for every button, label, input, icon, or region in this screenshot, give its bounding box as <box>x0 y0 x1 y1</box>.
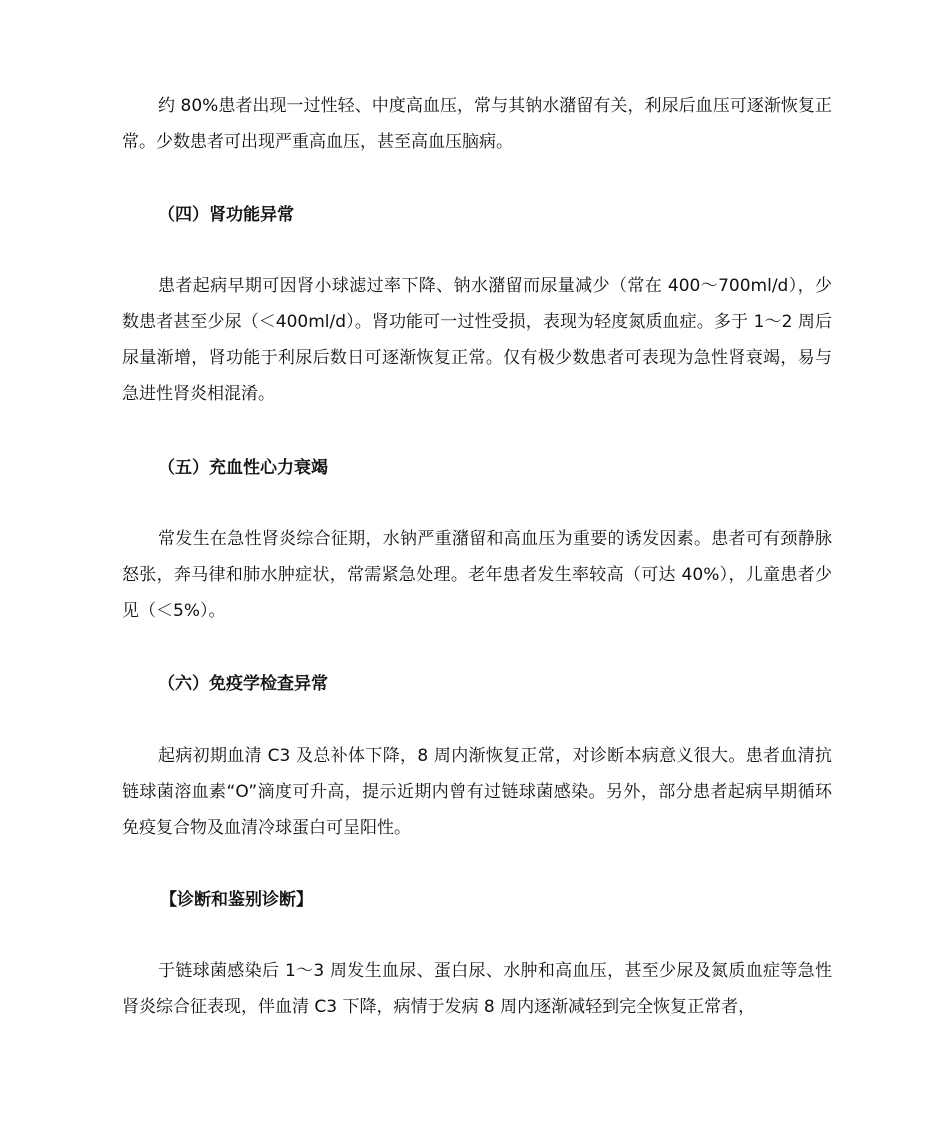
paragraph-heart-failure: 常发生在急性肾炎综合征期，水钠严重潴留和高血压为重要的诱发因素。患者可有颈静脉怒张，奔马律和肺水肿症状，常需紧急处理。老年患者发生率较高（可达 40%），儿童患者少见（＜5%）。 <box>122 529 832 621</box>
paragraph-renal-function: 患者起病早期可因肾小球滤过率下降、钠水潴留而尿量减少（常在 400～700ml/d），少数患者甚至少尿（＜400ml/d）。肾功能可一过性受损，表现为轻度氮质血症。多于 1～2 周后尿量渐增，肾功能于利尿后数日可逐渐恢复正常。仅有极少数患者可表现为急性肾衰竭，易与急进性肾炎相混淆。 <box>122 276 832 404</box>
paragraph-immunology: 起病初期血清 C3 及总补体下降，8 周内渐恢复正常，对诊断本病意义很大。患者血清抗链球菌溶血素“O”滴度可升高，提示近期内曾有过链球菌感染。另外，部分患者起病早期循环免疫复合物及血清冷球蛋白可呈阳性。 <box>122 746 832 838</box>
paragraph-hypertension: 约 80%患者出现一过性轻、中度高血压，常与其钠水潴留有关，利尿后血压可逐渐恢复正常。少数患者可出现严重高血压，甚至高血压脑病。 <box>122 96 832 152</box>
paragraph-diagnosis: 于链球菌感染后 1～3 周发生血尿、蛋白尿、水肿和高血压，甚至少尿及氮质血症等急性肾炎综合征表现，伴血清 C3 下降，病情于发病 8 周内逐渐减轻到完全恢复正常者， <box>122 961 832 1017</box>
heading-diagnosis: 【诊断和鉴别诊断】 <box>160 890 313 910</box>
heading-heart-failure: （五）充血性心力衰竭 <box>158 458 328 478</box>
heading-renal-function: （四）肾功能异常 <box>158 205 294 225</box>
heading-immunology: （六）免疫学检查异常 <box>158 674 328 694</box>
